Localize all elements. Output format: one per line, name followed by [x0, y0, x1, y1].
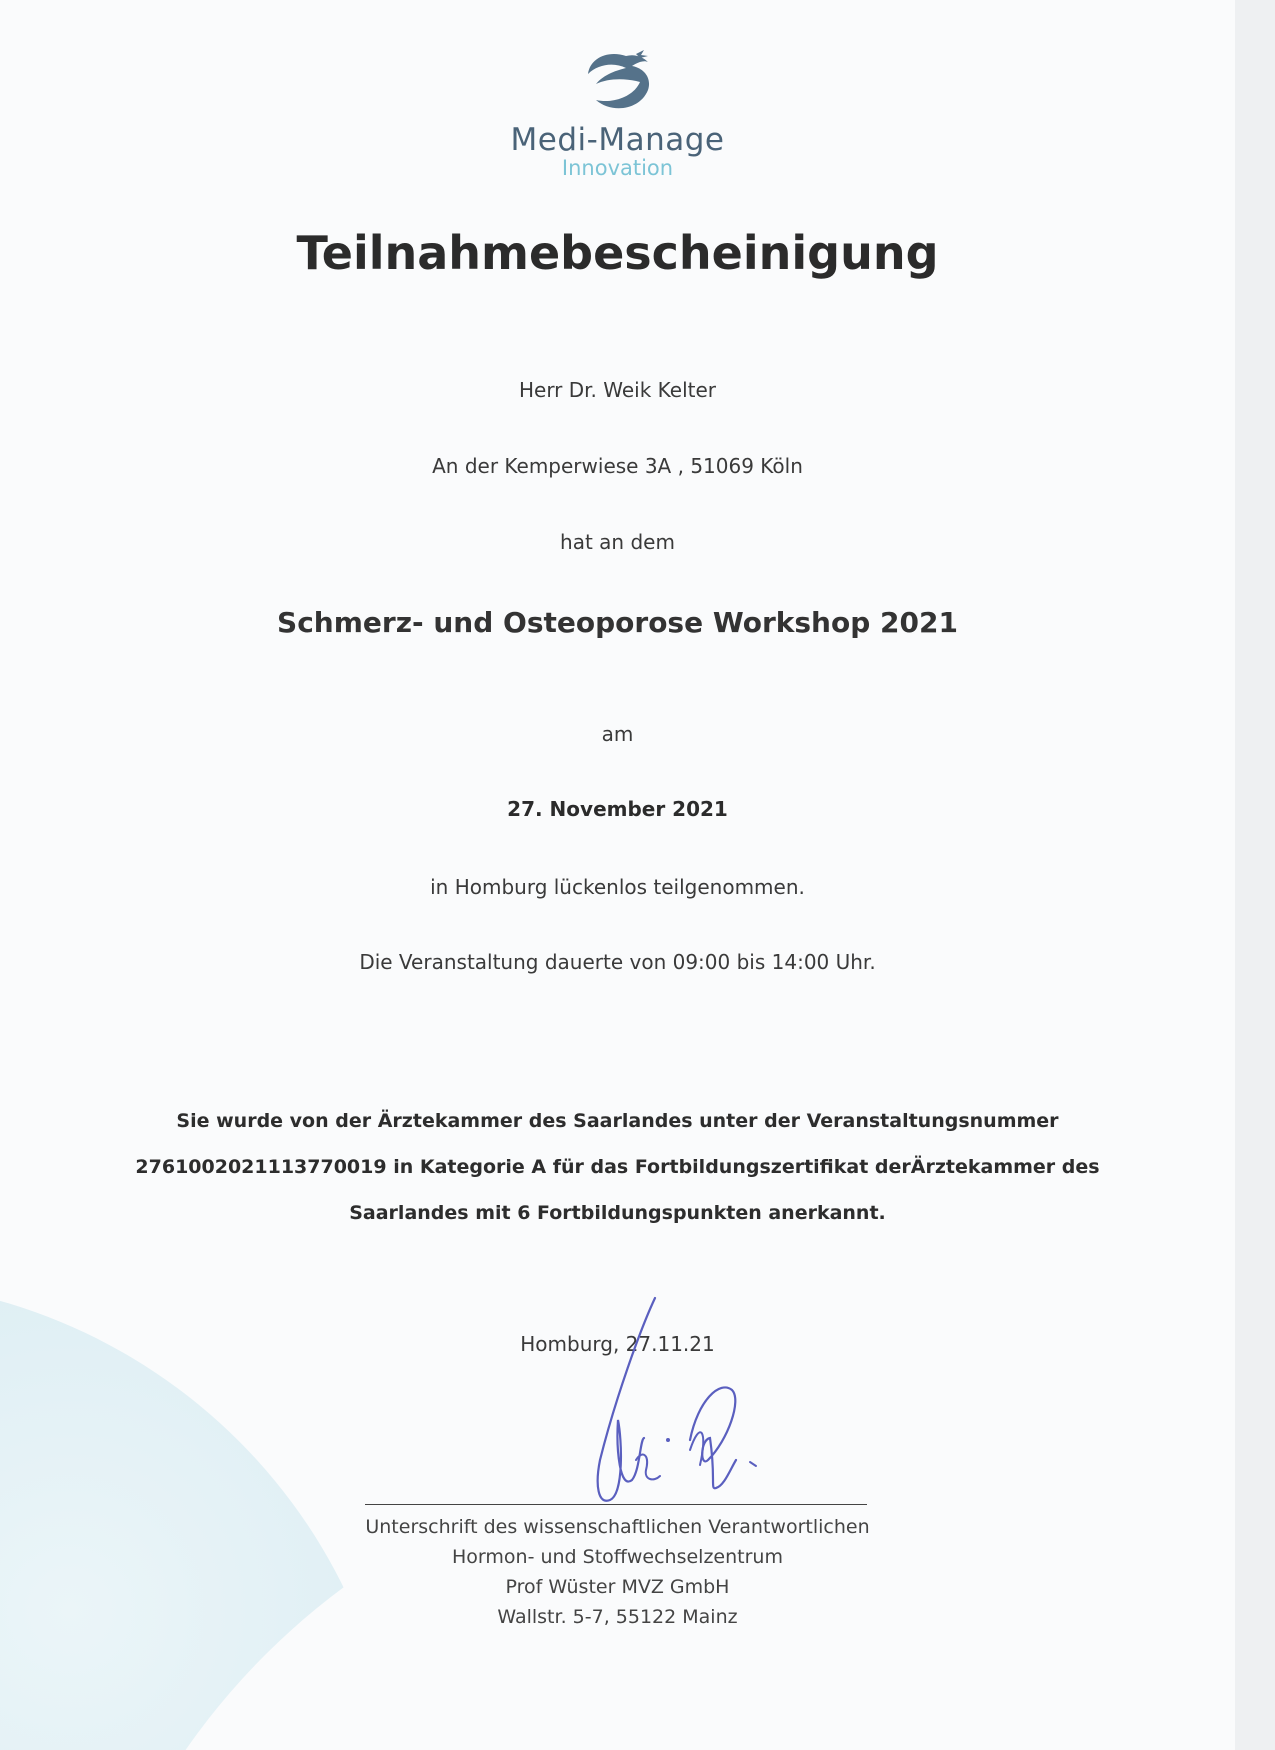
am-text: am [601, 722, 634, 746]
recognition-line-2: 2761002021113770019 in Kategorie A für das Fortbildungszertifikat derÄrztekammer des [135, 1156, 1100, 1178]
logo-name: Medi-Manage [510, 122, 725, 158]
recipient-name: Herr Dr. Weik Kelter [518, 378, 717, 402]
signature-line [365, 1504, 867, 1505]
location-text: in Homburg lückenlos teilgenommen. [430, 875, 805, 899]
signature-block [0, 1512, 1235, 1632]
recognition-notice [0, 1098, 1235, 1236]
event-title: Schmerz- und Osteoporose Workshop 2021 [277, 606, 958, 639]
signature-org: Hormon- und Stoffwechselzentrum [452, 1546, 783, 1568]
event-date: 27. November 2021 [507, 797, 728, 821]
signature-company: Prof Wüster MVZ GmbH [505, 1576, 730, 1598]
recognition-line-3: Saarlandes mit 6 Fortbildungspunkten anerkannt. [349, 1202, 886, 1224]
page-edge [1235, 0, 1275, 1750]
signature-caption: Unterschrift des wissenschaftlichen Verantwortlichen [365, 1516, 870, 1538]
company-logo [0, 48, 1235, 180]
recognition-line-1: Sie wurde von der Ärztekammer des Saarlandes unter der Veranstaltungsnummer [176, 1110, 1059, 1132]
signature-address: Wallstr. 5-7, 55122 Mainz [497, 1606, 738, 1628]
document-title: Teilnahmebescheinigung [296, 226, 939, 280]
swirl-bird-logo-icon [578, 48, 658, 118]
duration-text: Die Veranstaltung dauerte von 09:00 bis 14:00 Uhr. [359, 950, 876, 974]
intro-text: hat an dem [560, 530, 675, 554]
place-date: Homburg, 27.11.21 [520, 1332, 715, 1356]
logo-subtitle: Innovation [561, 156, 674, 180]
handwritten-signature [540, 1290, 800, 1520]
recipient-address: An der Kemperwiese 3A , 51069 Köln [432, 454, 803, 478]
